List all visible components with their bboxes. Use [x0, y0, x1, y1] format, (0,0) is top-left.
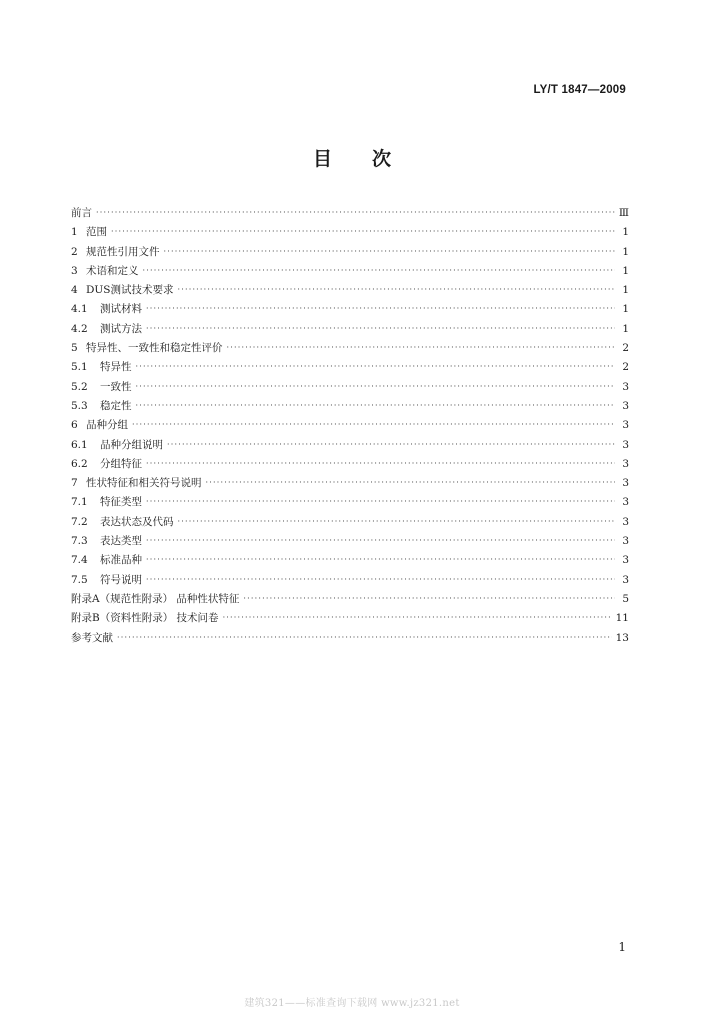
toc-entry-title: 特异性、一致性和稳定性评价 [86, 342, 223, 355]
toc-entry-page: 1 [622, 226, 629, 239]
standard-code: LY/T 1847—2009 [533, 84, 626, 96]
toc-entry-number: 7 [71, 477, 78, 490]
toc-entry-page: 3 [622, 515, 629, 528]
table-of-contents [71, 204, 629, 648]
toc-entry-number: 5.2 [71, 380, 88, 393]
toc-entry-number: 5 [71, 342, 78, 355]
toc-entry-number: 6.1 [71, 438, 88, 451]
toc-entry-page: 1 [622, 245, 629, 258]
toc-entry-page: 3 [622, 399, 629, 412]
toc-leader [146, 531, 615, 550]
toc-entry-title: 品种分组说明 [100, 438, 163, 451]
toc-entry-2[interactable] [71, 243, 629, 262]
toc-entry-page: 1 [622, 264, 629, 277]
toc-entry-page: 3 [622, 573, 629, 586]
toc-entry-page: 3 [622, 496, 629, 509]
toc-entry-number: 7.2 [71, 515, 88, 528]
toc-entry-foreword[interactable] [71, 204, 629, 223]
toc-leader [178, 512, 616, 531]
watermark: 建筑321——标准查询下载网 www.jz321.net [244, 998, 460, 1009]
toc-entry-number: 4.1 [71, 303, 88, 316]
toc-entry-page: 3 [622, 438, 629, 451]
toc-entry-5[interactable] [71, 339, 629, 358]
toc-leader [143, 261, 616, 280]
toc-entry-title: 范围 [86, 226, 107, 239]
toc-entry-title: 特异性 [100, 361, 132, 374]
toc-entry-title: 表达类型 [100, 535, 142, 548]
toc-entry-number: 5.1 [71, 361, 88, 374]
toc-entry-title: 稳定性 [100, 399, 132, 412]
toc-entry-appendix-a[interactable] [71, 590, 629, 609]
toc-entry-page: 3 [622, 554, 629, 567]
toc-entry-number: 4 [71, 284, 78, 297]
toc-entry-number: 1 [71, 226, 78, 239]
toc-entry-title: 品种分组 [86, 419, 128, 432]
toc-leader [146, 319, 615, 338]
toc-leader [111, 222, 615, 241]
toc-entry-number: 6.2 [71, 457, 88, 470]
toc-entry-7-2[interactable] [71, 513, 629, 532]
toc-entry-title: 术语和定义 [86, 264, 139, 277]
toc-entry-title: 分组特征 [100, 457, 142, 470]
toc-entry-title: 参考文献 [71, 631, 113, 644]
toc-entry-title: 符号说明 [100, 573, 142, 586]
toc-leader [164, 242, 616, 261]
toc-entry-3[interactable] [71, 262, 629, 281]
toc-entry-5-1[interactable] [71, 358, 629, 377]
toc-entry-title: 前言 [71, 207, 92, 219]
toc-entry-page: Ⅲ [618, 207, 629, 219]
toc-entry-page: 3 [622, 380, 629, 393]
toc-entry-number: 7.1 [71, 496, 88, 509]
toc-entry-5-3[interactable] [71, 397, 629, 416]
toc-entry-title: 测试方法 [100, 322, 142, 335]
toc-entry-number: 6 [71, 419, 78, 432]
page-number: 1 [618, 940, 626, 954]
toc-entry-7-3[interactable] [71, 532, 629, 551]
toc-entry-title: 附录A（规范性附录） 品种性状特征 [71, 592, 240, 605]
toc-entry-title: 附录B（资料性附录） 技术问卷 [71, 612, 219, 625]
toc-entry-4-2[interactable] [71, 320, 629, 339]
toc-entry-1[interactable] [71, 223, 629, 242]
toc-leader [136, 377, 616, 396]
toc-entry-page: 3 [622, 535, 629, 548]
toc-entry-7[interactable] [71, 474, 629, 493]
toc-entry-title: 一致性 [100, 380, 132, 393]
toc-entry-5-2[interactable] [71, 378, 629, 397]
toc-entry-references[interactable] [71, 629, 629, 648]
toc-entry-7-4[interactable] [71, 551, 629, 570]
toc-entry-4-1[interactable] [71, 300, 629, 319]
toc-leader [132, 415, 615, 434]
toc-entry-6-1[interactable] [71, 436, 629, 455]
toc-entry-6[interactable] [71, 416, 629, 435]
toc-entry-page: 2 [622, 361, 629, 374]
toc-leader [223, 608, 612, 627]
toc-entry-title: DUS测试技术要求 [86, 284, 174, 297]
toc-entry-number: 4.2 [71, 322, 88, 335]
toc-entry-page: 1 [622, 322, 629, 335]
toc-entry-number: 2 [71, 245, 78, 258]
toc-leader [117, 628, 612, 647]
toc-entry-number: 7.5 [71, 573, 88, 586]
toc-entry-page: 1 [622, 284, 629, 297]
toc-entry-7-1[interactable] [71, 493, 629, 512]
page-title: 目次 [312, 148, 431, 170]
toc-leader [146, 550, 615, 569]
toc-entry-number: 7.3 [71, 535, 88, 548]
toc-leader [136, 396, 616, 415]
toc-entry-title: 性状特征和相关符号说明 [86, 477, 202, 490]
toc-entry-title: 标准品种 [100, 554, 142, 567]
toc-entry-number: 3 [71, 264, 78, 277]
toc-entry-7-5[interactable] [71, 571, 629, 590]
toc-leader [146, 570, 615, 589]
toc-leader [227, 338, 616, 357]
toc-leader [96, 203, 615, 222]
toc-entry-title: 测试材料 [100, 303, 142, 316]
toc-entry-page: 1 [622, 303, 629, 316]
toc-entry-page: 13 [615, 631, 629, 644]
toc-entry-6-2[interactable] [71, 455, 629, 474]
toc-entry-page: 11 [615, 612, 629, 625]
toc-leader [206, 473, 616, 492]
toc-leader [136, 357, 616, 376]
toc-entry-page: 5 [622, 592, 629, 605]
toc-entry-4[interactable] [71, 281, 629, 300]
toc-entry-title: 表达状态及代码 [100, 515, 174, 528]
toc-leader [243, 589, 615, 608]
toc-leader [146, 299, 615, 318]
toc-entry-number: 5.3 [71, 399, 88, 412]
toc-entry-page: 3 [622, 419, 629, 432]
toc-entry-title: 规范性引用文件 [86, 245, 160, 258]
toc-entry-appendix-b[interactable] [71, 609, 629, 628]
toc-entry-number: 7.4 [71, 554, 88, 567]
toc-leader [167, 435, 615, 454]
toc-entry-title: 特征类型 [100, 496, 142, 509]
toc-leader [146, 492, 615, 511]
toc-entry-page: 2 [622, 342, 629, 355]
toc-leader [177, 280, 615, 299]
toc-entry-page: 3 [622, 457, 629, 470]
toc-entry-page: 3 [622, 477, 629, 490]
toc-leader [146, 454, 615, 473]
